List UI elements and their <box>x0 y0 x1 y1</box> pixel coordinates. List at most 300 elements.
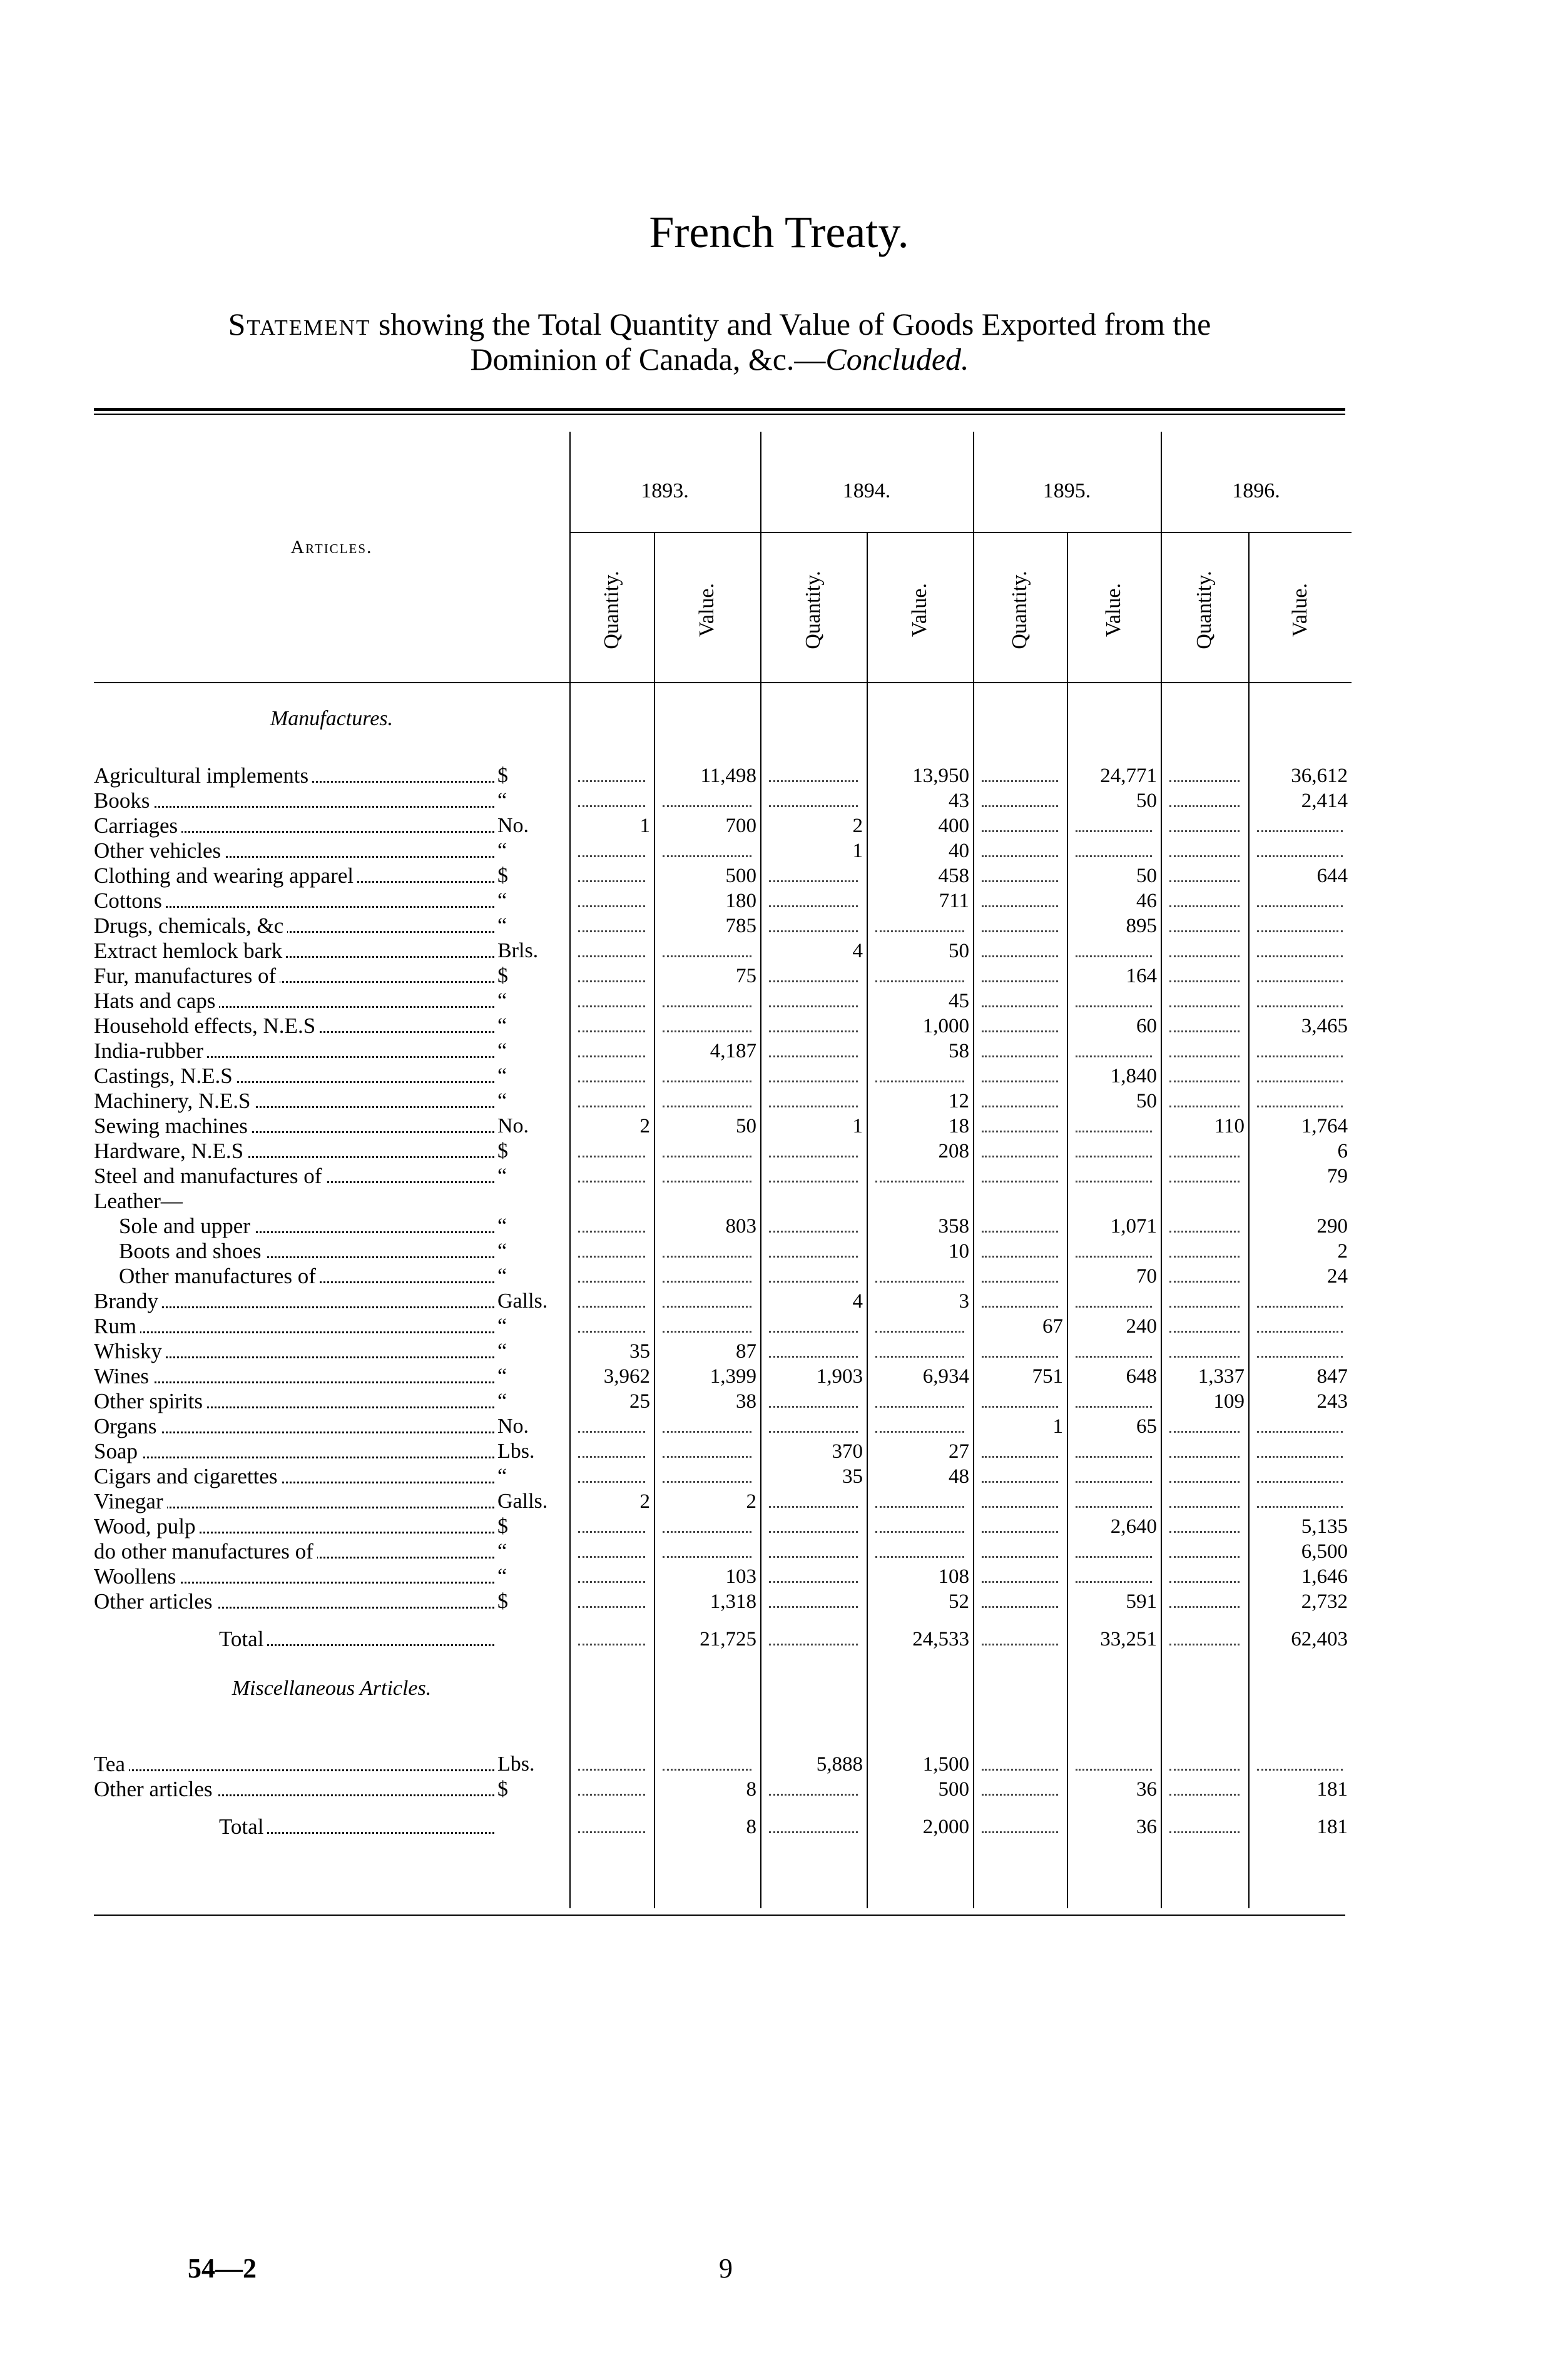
year-header: 1893. <box>641 479 689 502</box>
value-cell: 3 <box>959 1290 969 1313</box>
value-cell: 711 <box>939 890 969 912</box>
value-cell <box>867 1514 973 1539</box>
article-text: Sewing machines <box>94 1114 252 1138</box>
quantity-cell <box>760 1627 867 1652</box>
article-name <box>94 1139 494 1164</box>
value-cell: 1,764 <box>1301 1115 1348 1137</box>
quantity-cell <box>569 1039 654 1064</box>
quantity-cell <box>569 1264 654 1289</box>
value-cell: 181 <box>1316 1778 1348 1801</box>
article-text: Brandy <box>94 1289 162 1313</box>
value-cell <box>654 938 760 964</box>
value-cell <box>867 1389 973 1414</box>
quantity-cell <box>760 1814 867 1839</box>
quantity-cell <box>1161 938 1248 964</box>
quantity-cell <box>973 1389 1067 1414</box>
table-row <box>0 964 1558 989</box>
article-text: Hats and caps <box>94 989 219 1013</box>
quantity-cell: 35 <box>629 1340 650 1363</box>
quantity-cell <box>569 1539 654 1564</box>
table-row <box>0 1439 1558 1464</box>
quantity-cell <box>1161 1489 1248 1514</box>
unit-label: $ <box>497 1777 508 1801</box>
quantity-cell <box>760 788 867 813</box>
value-cell: 75 <box>736 965 756 987</box>
quantity-header: Quantity. <box>1008 571 1031 649</box>
quantity-cell <box>569 788 654 813</box>
quantity-cell <box>973 1039 1067 1064</box>
quantity-cell <box>760 964 867 989</box>
article-name <box>94 1439 494 1464</box>
quantity-cell <box>569 1089 654 1114</box>
value-cell <box>654 1264 760 1289</box>
quantity-cell <box>1161 1264 1248 1289</box>
table-row <box>0 763 1558 788</box>
value-cell <box>1248 1752 1352 1777</box>
dot-leader <box>94 806 494 808</box>
value-cell <box>1067 1039 1161 1064</box>
quantity-cell <box>760 1039 867 1064</box>
caption-concluded: Concluded. <box>825 342 969 377</box>
value-cell: 6,500 <box>1301 1540 1348 1563</box>
value-cell: 48 <box>949 1465 969 1488</box>
quantity-cell <box>1161 1539 1248 1564</box>
value-cell <box>654 1539 760 1564</box>
unit-label: “ <box>497 914 507 937</box>
value-cell <box>1067 1539 1161 1564</box>
value-cell <box>1067 1439 1161 1464</box>
table-row <box>0 1464 1558 1489</box>
unit-label: Lbs. <box>497 1440 535 1463</box>
value-cell: 180 <box>725 890 756 912</box>
header-subrule <box>569 532 1352 533</box>
quantity-cell: 1 <box>852 1115 863 1137</box>
value-cell: 24,771 <box>1100 765 1157 787</box>
quantity-cell <box>760 989 867 1014</box>
article-name <box>94 1589 494 1614</box>
value-cell: 458 <box>938 865 969 887</box>
unit-label: “ <box>497 889 507 912</box>
unit-label: “ <box>497 1465 507 1488</box>
value-cell <box>1248 938 1352 964</box>
table-row <box>0 1314 1558 1339</box>
article-text: Other articles <box>94 1777 216 1801</box>
unit-label: “ <box>497 1164 507 1187</box>
value-cell <box>1248 888 1352 913</box>
value-cell: 700 <box>725 815 756 837</box>
article-text: Rum <box>94 1314 140 1338</box>
unit-label: $ <box>497 1515 508 1538</box>
unit-label: “ <box>497 1089 507 1112</box>
article-name <box>94 1189 494 1214</box>
quantity-cell: 35 <box>842 1465 863 1488</box>
article-text: Carriages <box>94 813 181 838</box>
quantity-cell <box>569 838 654 863</box>
quantity-cell <box>973 989 1067 1014</box>
article-name <box>94 1539 494 1564</box>
value-cell: 1,318 <box>710 1590 756 1613</box>
quantity-cell <box>973 1539 1067 1564</box>
quantity-cell: 25 <box>629 1390 650 1413</box>
quantity-cell: 1,337 <box>1198 1365 1245 1388</box>
column-rule <box>760 432 761 1908</box>
value-header: Value. <box>908 583 931 637</box>
article-name <box>94 1339 494 1364</box>
unit-label: Galls. <box>497 1490 548 1513</box>
article-text: Sole and upper <box>94 1214 254 1238</box>
article-text: Wines <box>94 1364 153 1388</box>
value-cell <box>1248 1439 1352 1464</box>
table-row <box>0 1539 1558 1564</box>
value-cell: 108 <box>938 1565 969 1588</box>
quantity-cell <box>1161 763 1248 788</box>
quantity-cell <box>973 1139 1067 1164</box>
column-rule <box>1067 532 1068 1908</box>
value-cell: 36,612 <box>1291 765 1348 787</box>
dot-leader <box>94 1331 494 1333</box>
value-cell <box>1067 1139 1161 1164</box>
quantity-cell <box>1161 1777 1248 1802</box>
quantity-cell <box>760 1539 867 1564</box>
article-text: Clothing and wearing apparel <box>94 863 357 888</box>
value-cell <box>654 1064 760 1089</box>
article-name <box>94 763 494 788</box>
value-cell <box>1067 1339 1161 1364</box>
quantity-cell <box>1161 1514 1248 1539</box>
section-heading: Manufactures. <box>270 707 394 730</box>
quantity-cell <box>1161 1089 1248 1114</box>
table-row <box>0 838 1558 863</box>
value-cell: 50 <box>1136 790 1157 812</box>
quantity-cell <box>569 1289 654 1314</box>
article-name <box>94 1114 494 1139</box>
year-header: 1896. <box>1232 479 1280 502</box>
article-name <box>94 1089 494 1114</box>
quantity-cell <box>760 1089 867 1114</box>
year-header: 1894. <box>842 479 891 502</box>
quantity-cell <box>1161 1589 1248 1614</box>
quantity-cell <box>569 1414 654 1439</box>
article-name <box>94 1389 494 1414</box>
value-cell <box>1248 813 1352 838</box>
value-cell: 290 <box>1316 1215 1348 1238</box>
quantity-cell <box>760 763 867 788</box>
article-name <box>94 1289 494 1314</box>
quantity-cell <box>973 863 1067 888</box>
quantity-cell: 4 <box>852 1290 863 1313</box>
quantity-cell <box>760 1264 867 1289</box>
unit-label: $ <box>497 1590 508 1613</box>
value-cell <box>654 1139 760 1164</box>
article-name <box>94 1264 494 1289</box>
article-text: Cottons <box>94 888 166 913</box>
value-cell: 11,498 <box>700 765 756 787</box>
quantity-cell <box>973 763 1067 788</box>
value-cell <box>1248 1039 1352 1064</box>
header-bottom-rule <box>94 682 1352 683</box>
quantity-cell <box>760 1489 867 1514</box>
quantity-cell <box>760 1589 867 1614</box>
value-cell <box>1248 913 1352 938</box>
value-cell: 65 <box>1136 1415 1157 1438</box>
quantity-cell <box>973 1814 1067 1839</box>
value-cell: 243 <box>1316 1390 1348 1413</box>
value-cell: 50 <box>736 1115 756 1137</box>
value-cell: 4,187 <box>710 1040 756 1062</box>
quantity-cell <box>569 1239 654 1264</box>
unit-label: No. <box>497 1415 529 1438</box>
value-cell <box>654 1239 760 1264</box>
value-cell: 2,640 <box>1110 1515 1157 1538</box>
unit-label: “ <box>497 789 507 812</box>
caption-text: showing the Total Quantity and Value of Goods Exported from the <box>370 307 1211 342</box>
article-text: Vinegar <box>94 1489 167 1513</box>
article-name <box>94 1064 494 1089</box>
quantity-cell <box>1161 788 1248 813</box>
total-label <box>94 1627 494 1652</box>
quantity-cell <box>569 989 654 1014</box>
column-rule <box>973 432 974 1908</box>
article-name <box>94 1514 494 1539</box>
value-header: Value. <box>1102 583 1125 637</box>
article-text: Fur, manufactures of <box>94 964 280 988</box>
value-cell <box>1067 989 1161 1014</box>
unit-label: “ <box>497 1340 507 1363</box>
quantity-cell <box>569 1814 654 1839</box>
article-text: Machinery, N.E.S <box>94 1089 254 1113</box>
quantity-cell <box>1161 1564 1248 1589</box>
quantity-cell <box>973 913 1067 938</box>
article-text: Whisky <box>94 1339 166 1363</box>
value-cell: 46 <box>1136 890 1157 912</box>
unit-label: “ <box>497 1365 507 1388</box>
value-cell: 591 <box>1126 1590 1157 1613</box>
value-cell <box>1067 1114 1161 1139</box>
value-cell <box>867 913 973 938</box>
article-text: Extract hemlock bark <box>94 938 286 963</box>
article-name <box>94 1489 494 1514</box>
value-cell: 33,251 <box>1100 1628 1157 1650</box>
quantity-cell <box>973 1514 1067 1539</box>
value-cell: 164 <box>1126 965 1157 987</box>
value-cell <box>1067 1564 1161 1589</box>
table-row <box>0 989 1558 1014</box>
article-text: Steel and manufactures of <box>94 1164 325 1188</box>
article-name <box>94 913 494 938</box>
value-cell: 240 <box>1126 1315 1157 1338</box>
value-cell <box>867 1539 973 1564</box>
value-cell <box>1248 964 1352 989</box>
value-cell <box>654 1089 760 1114</box>
value-cell: 62,403 <box>1291 1628 1348 1650</box>
quantity-cell <box>1161 1239 1248 1264</box>
table-row <box>0 1514 1558 1539</box>
value-cell: 2 <box>1337 1240 1348 1263</box>
value-cell: 181 <box>1316 1816 1348 1838</box>
value-cell: 644 <box>1316 865 1348 887</box>
quantity-cell <box>760 1777 867 1802</box>
quantity-cell <box>760 1389 867 1414</box>
article-text: Other spirits <box>94 1389 206 1413</box>
value-cell <box>1067 838 1161 863</box>
top-rule-thick <box>94 408 1345 411</box>
page-title: French Treaty. <box>649 207 909 257</box>
unit-label: “ <box>497 1039 507 1062</box>
quantity-cell <box>569 913 654 938</box>
value-cell <box>1067 813 1161 838</box>
quantity-cell <box>569 938 654 964</box>
value-cell <box>867 1164 973 1189</box>
quantity-cell <box>1161 1752 1248 1777</box>
table-row <box>0 1752 1558 1777</box>
value-header: Value. <box>1288 583 1311 637</box>
quantity-cell <box>973 1464 1067 1489</box>
value-cell: 3,465 <box>1301 1015 1348 1037</box>
article-name <box>94 1464 494 1489</box>
quantity-cell <box>760 1064 867 1089</box>
quantity-cell <box>1161 1214 1248 1239</box>
unit-label: “ <box>497 1390 507 1413</box>
unit-label: “ <box>497 1214 507 1238</box>
quantity-cell <box>973 1214 1067 1239</box>
article-text: Hardware, N.E.S <box>94 1139 247 1163</box>
value-cell: 36 <box>1136 1778 1157 1801</box>
value-cell: 79 <box>1327 1165 1348 1187</box>
dot-leader <box>94 1769 494 1771</box>
quantity-cell <box>760 913 867 938</box>
articles-header: Articles. <box>290 537 373 557</box>
value-cell: 40 <box>949 840 969 862</box>
value-cell <box>867 1064 973 1089</box>
article-name <box>94 989 494 1014</box>
quantity-cell <box>1161 1139 1248 1164</box>
quantity-cell <box>1161 1314 1248 1339</box>
value-cell <box>1067 1489 1161 1514</box>
value-cell <box>654 1752 760 1777</box>
quantity-cell <box>760 1564 867 1589</box>
article-name <box>94 1564 494 1589</box>
unit-label: “ <box>497 1239 507 1263</box>
value-cell: 43 <box>949 790 969 812</box>
value-cell: 2,000 <box>922 1816 969 1838</box>
table-bottom-rule <box>94 1915 1345 1916</box>
value-cell: 1,399 <box>710 1365 756 1388</box>
article-text: Organs <box>94 1414 160 1438</box>
value-cell: 2,732 <box>1301 1590 1348 1613</box>
quantity-cell <box>973 1114 1067 1139</box>
value-cell <box>1067 1164 1161 1189</box>
quantity-cell: 5,888 <box>816 1753 863 1776</box>
quantity-cell <box>569 1589 654 1614</box>
table-row <box>0 1389 1558 1414</box>
dot-leader <box>94 1457 494 1458</box>
value-cell <box>1067 1389 1161 1414</box>
article-text: Other manufactures of <box>94 1264 320 1288</box>
quantity-cell: 4 <box>852 940 863 962</box>
unit-label: No. <box>497 1114 529 1137</box>
value-cell: 6 <box>1337 1140 1348 1162</box>
quantity-cell <box>973 1164 1067 1189</box>
article-name <box>94 964 494 989</box>
unit-label: “ <box>497 1565 507 1588</box>
value-cell <box>654 1164 760 1189</box>
value-cell: 60 <box>1136 1015 1157 1037</box>
total-label <box>94 1814 494 1839</box>
article-text: Soap <box>94 1439 141 1463</box>
value-cell: 24 <box>1327 1265 1348 1288</box>
table-row <box>0 913 1558 938</box>
quantity-cell <box>973 1564 1067 1589</box>
value-cell: 1,000 <box>922 1015 969 1037</box>
table-row <box>0 1564 1558 1589</box>
table-row <box>0 1264 1558 1289</box>
quantity-cell: 3,962 <box>603 1365 650 1388</box>
value-cell <box>654 788 760 813</box>
value-cell: 358 <box>938 1215 969 1238</box>
article-name <box>94 1314 494 1339</box>
value-cell: 785 <box>725 915 756 937</box>
quantity-cell <box>569 1214 654 1239</box>
unit-label: Lbs. <box>497 1752 535 1776</box>
value-cell <box>1248 1314 1352 1339</box>
table-row <box>0 1364 1558 1389</box>
value-cell: 1,500 <box>922 1753 969 1776</box>
quantity-cell <box>1161 1039 1248 1064</box>
quantity-cell <box>973 888 1067 913</box>
unit-label: $ <box>497 864 508 887</box>
quantity-cell <box>569 1564 654 1589</box>
value-cell: 6,934 <box>922 1365 969 1388</box>
page-number: 9 <box>719 2253 733 2284</box>
value-cell: 1,071 <box>1110 1215 1157 1238</box>
quantity-cell <box>569 1014 654 1039</box>
quantity-cell <box>973 1489 1067 1514</box>
quantity-cell <box>1161 1439 1248 1464</box>
quantity-cell <box>760 1014 867 1039</box>
top-rule-thin <box>94 414 1345 415</box>
quantity-cell <box>569 1777 654 1802</box>
quantity-cell <box>760 1314 867 1339</box>
quantity-cell <box>760 1164 867 1189</box>
value-cell <box>1248 1489 1352 1514</box>
article-name <box>94 1014 494 1039</box>
article-name <box>94 1214 494 1239</box>
quantity-cell <box>973 1014 1067 1039</box>
value-cell: 895 <box>1126 915 1157 937</box>
value-cell <box>654 1014 760 1039</box>
table-row <box>0 1114 1558 1139</box>
unit-label: “ <box>497 989 507 1012</box>
value-cell <box>1248 1464 1352 1489</box>
article-name <box>94 1039 494 1064</box>
value-cell: 50 <box>1136 1090 1157 1112</box>
quantity-cell <box>973 838 1067 863</box>
article-name <box>94 888 494 913</box>
value-cell: 208 <box>938 1140 969 1162</box>
value-cell: 2 <box>746 1490 756 1513</box>
quantity-cell <box>973 1339 1067 1364</box>
value-cell <box>1067 938 1161 964</box>
dot-leader <box>94 1381 494 1383</box>
quantity-cell <box>973 938 1067 964</box>
article-text: Agricultural implements <box>94 763 312 788</box>
value-cell <box>867 1314 973 1339</box>
article-text: Other vehicles <box>94 838 225 863</box>
quantity-cell <box>973 1589 1067 1614</box>
value-cell: 803 <box>725 1215 756 1238</box>
value-cell: 45 <box>949 990 969 1012</box>
article-text: Tea <box>94 1752 129 1776</box>
